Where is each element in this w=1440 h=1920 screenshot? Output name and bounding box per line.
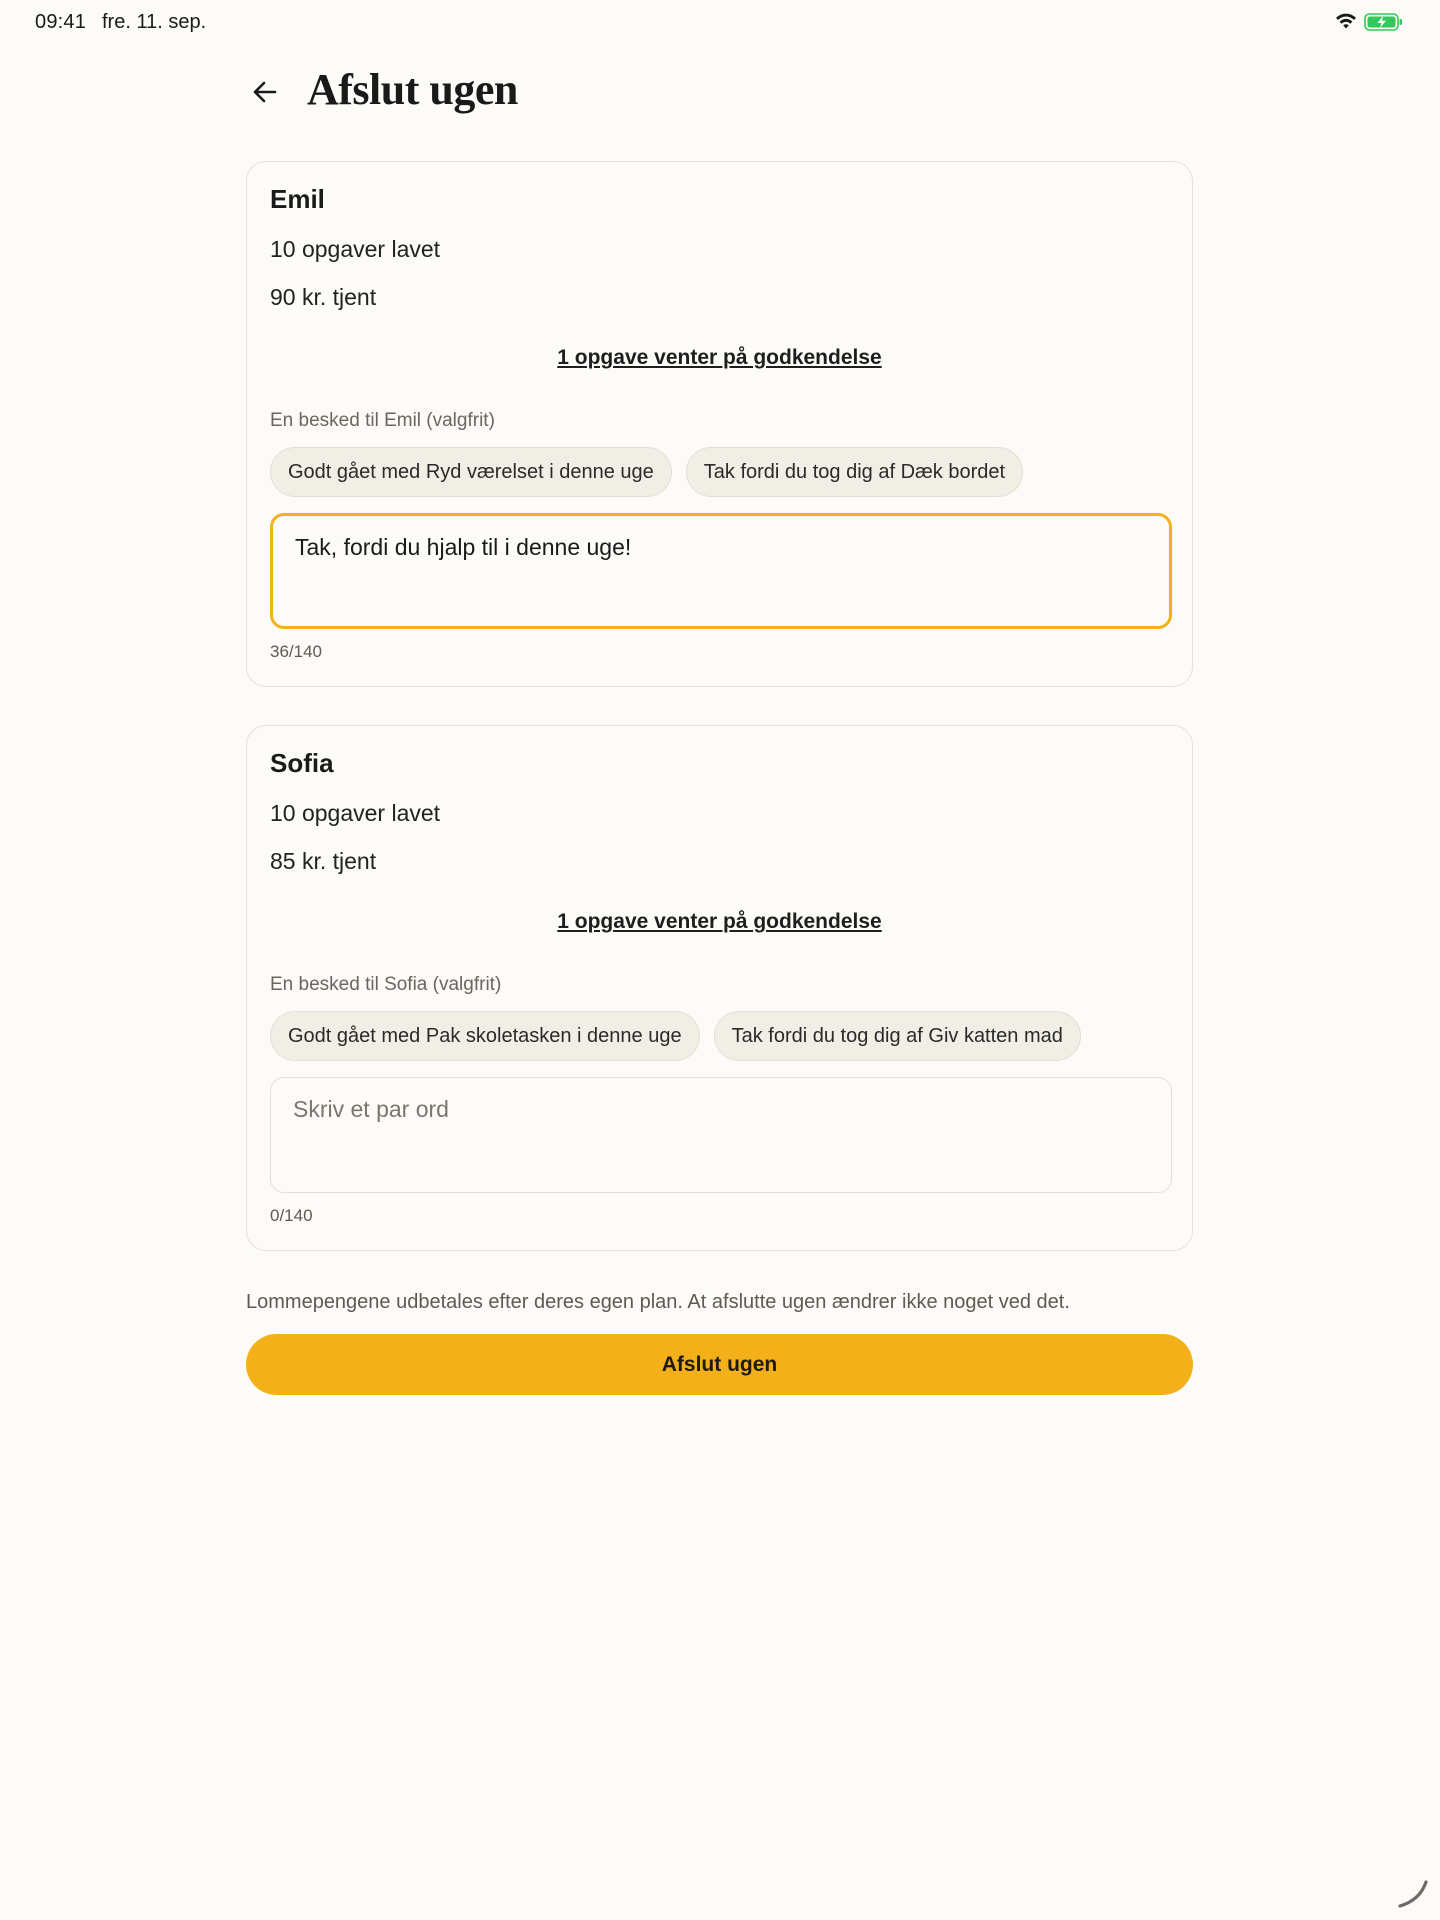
scroll-handle-icon[interactable] [1396,1876,1430,1910]
suggestion-chips [270,447,1023,497]
pending-approval-link[interactable]: 1 opgave venter på godkendelse [557,910,882,933]
suggestion-chips [270,1011,1081,1061]
pending-approval-link[interactable]: 1 opgave venter på godkendelse [557,346,882,369]
message-label: En besked til Sofia (valgfrit) [270,974,502,995]
child-name: Emil [270,184,325,214]
arrow-left-icon [251,78,279,106]
character-counter: 36/140 [270,642,322,661]
tasks-done-stat: 10 opgaver lavet [270,236,441,262]
child-card-emil [246,161,1193,687]
payout-note: Lommepengene udbetales efter deres egen plan. At afslutte ugen ændrer ikke noget ved det. [246,1291,1070,1313]
back-button[interactable] [245,72,285,112]
message-input[interactable] [270,513,1172,629]
wifi-icon [1334,12,1358,30]
child-card-sofia [246,725,1193,1251]
earned-stat: 85 kr. tjent [270,848,377,874]
earned-stat: 90 kr. tjent [270,284,377,310]
suggestion-chip[interactable]: Tak fordi du tog dig af Giv katten mad [714,1011,1081,1061]
suggestion-chip[interactable]: Tak fordi du tog dig af Dæk bordet [686,447,1023,497]
battery-charging-icon [1364,12,1404,32]
page-title: Afslut ugen [307,65,518,114]
status-date: fre. 11. sep. [102,11,207,33]
suggestion-chip[interactable]: Godt gået med Ryd værelset i denne uge [270,447,672,497]
message-input[interactable] [270,1077,1172,1193]
suggestion-chip[interactable]: Godt gået med Pak skoletasken i denne uge [270,1011,700,1061]
page-header [245,60,1195,120]
status-bar [0,0,1440,44]
child-name: Sofia [270,748,334,778]
message-label: En besked til Emil (valgfrit) [270,410,495,431]
tasks-done-stat: 10 opgaver lavet [270,800,441,826]
status-time: 09:41 [35,11,87,33]
character-counter: 0/140 [270,1206,313,1225]
close-week-button[interactable]: Afslut ugen [246,1334,1193,1395]
